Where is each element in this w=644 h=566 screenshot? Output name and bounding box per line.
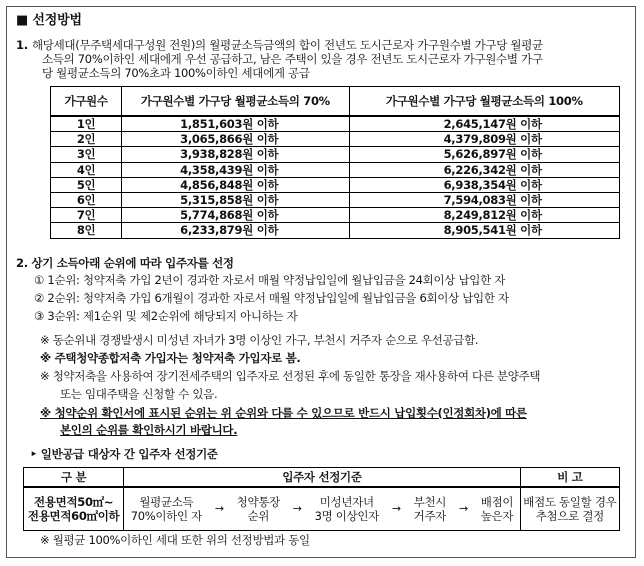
table-row — [51, 208, 620, 223]
note-confirm-line2: 본인의 순위를 확인하시기 바랍니다. — [60, 423, 238, 437]
table-row — [24, 487, 620, 531]
arrow-icon: → — [292, 502, 302, 515]
step-residency: 부천시 거주자 — [413, 495, 447, 523]
criteria-header — [24, 468, 620, 488]
household-size-cell: 7인 — [51, 208, 122, 223]
item2-title: 2. 상기 소득아래 순위에 따라 입주자를 선정 — [16, 256, 234, 270]
household-size-cell: 1인 — [51, 116, 122, 132]
step-income: 월평균소득 70%이하인 자 — [130, 495, 202, 523]
income-table — [50, 86, 620, 239]
rank-2: ② 2순위: 청약저축 가입 6개월이 경과한 자로서 매월 약정납입일에 월납입금을 6회이상 납입한 자 — [34, 291, 509, 305]
income-100-cell: 6,226,342원 이하 — [349, 162, 619, 177]
income-100-cell: 8,905,541원 이하 — [349, 223, 619, 238]
rank-1: ① 1순위: 청약저축 가입 2년이 경과한 자로서 매월 약정납입일에 월납입금을 24회이상 납입한 자 — [34, 273, 506, 287]
note-reuse-line1: ※ 청약저축을 사용하여 장기전세주택의 입주자로 선정된 후에 동일한 통장을 재사용하여 다른 분양주택 — [40, 369, 541, 383]
arrow-icon: → — [391, 502, 401, 515]
header-category: 구 분 — [24, 468, 124, 488]
note-confirm-line1: ※ 청약순위 확인서에 표시된 순위는 위 순위와 다를 수 있으므로 반드시 납입횟수(인정회차)에 따른 — [40, 406, 527, 420]
income-70-cell: 4,856,848원 이하 — [122, 177, 349, 192]
household-size-cell: 4인 — [51, 162, 122, 177]
note-combined-savings: ※ 주택청약종합저축 가입자는 청약저축 가입자로 봄. — [40, 351, 301, 365]
household-size-cell: 5인 — [51, 177, 122, 192]
general-supply-title: ‣ 일반공급 대상자 간 입주자 선정기준 — [30, 447, 218, 461]
selection-criteria-table — [23, 467, 620, 531]
income-100-cell: 6,938,354원 이하 — [349, 177, 619, 192]
income-100-cell: 8,249,812원 이하 — [349, 208, 619, 223]
section-title: ■ 선정방법 — [16, 13, 82, 28]
note-reuse-line2: 또는 임대주택을 신청할 수 있음. — [60, 387, 218, 401]
income-100-cell: 2,645,147원 이하 — [349, 116, 619, 132]
header-criteria: 입주자 선정기준 — [124, 468, 520, 488]
household-size-cell: 2인 — [51, 132, 122, 147]
arrow-icon: → — [214, 502, 224, 515]
table-row — [51, 223, 620, 238]
household-size-cell: 8인 — [51, 223, 122, 238]
table-row — [51, 116, 620, 132]
item1-line1: 해당세대(무주택세대구성원 전원)의 월평균소득금액의 합이 전년도 도시근로자 가구원수별 가구당 월평균 — [32, 38, 543, 52]
header-remarks: 비 고 — [520, 468, 619, 488]
category-line1: 전용면적50㎡~ — [34, 495, 114, 509]
table-row — [51, 162, 620, 177]
criteria-flow-cell — [124, 487, 520, 531]
item1-line3: 당 월평균소득의 70%초과 100%이하인 세대에게 공급 — [42, 66, 310, 80]
header-70-percent: 가구원수별 가구당 월평균소득의 70% — [122, 87, 349, 117]
income-70-cell: 3,938,828원 이하 — [122, 147, 349, 162]
income-100-cell: 4,379,809원 이하 — [349, 132, 619, 147]
category-line2: 전용면적60㎡이하 — [27, 509, 120, 523]
income-100-cell: 7,594,083원 이하 — [349, 192, 619, 207]
table-row — [51, 177, 620, 192]
criteria-flow — [124, 488, 519, 530]
step-score: 배점이 높은자 — [480, 495, 514, 523]
income-100-cell: 5,626,897원 이하 — [349, 147, 619, 162]
table-row — [51, 192, 620, 207]
rank-3: ③ 3순위: 제1순위 및 제2순위에 해당되지 아니하는 자 — [34, 309, 298, 323]
income-70-cell: 4,358,439원 이하 — [122, 162, 349, 177]
remark-line1: 배점도 동일할 경우 — [523, 495, 617, 509]
table-row — [51, 132, 620, 147]
income-70-cell: 3,065,866원 이하 — [122, 132, 349, 147]
income-70-cell: 5,315,858원 이하 — [122, 192, 349, 207]
remark-line2: 추첨으로 결정 — [535, 509, 604, 523]
household-size-cell: 6인 — [51, 192, 122, 207]
step-minor-children: 미성년자녀 3명 이상인자 — [314, 495, 379, 523]
header-100-percent: 가구원수별 가구당 월평균소득의 100% — [349, 87, 619, 117]
item1-line2: 소득의 70%이하인 세대에게 우선 공급하고, 남은 주택이 있을 경우 전년도 도시근로자 가구원수별 가구 — [42, 52, 543, 66]
household-size-cell: 3인 — [51, 147, 122, 162]
category-cell — [24, 487, 124, 531]
table-row — [51, 147, 620, 162]
arrow-icon: → — [458, 502, 468, 515]
item1-number: 1. — [16, 38, 28, 52]
income-70-cell: 5,774,868원 이하 — [122, 208, 349, 223]
footer-note: ※ 월평균 100%이하인 세대 또한 위의 선정방법과 동일 — [40, 533, 310, 547]
income-table-header — [51, 87, 620, 117]
remarks-cell — [520, 487, 619, 531]
note-tiebreak: ※ 동순위내 경쟁발생시 미성년 자녀가 3명 이상인 가구, 부천시 거주자 순으로 우선공급함. — [40, 333, 479, 347]
header-household-size: 가구원수 — [51, 87, 122, 117]
income-70-cell: 1,851,603원 이하 — [122, 116, 349, 132]
income-70-cell: 6,233,879원 이하 — [122, 223, 349, 238]
step-account-rank: 청약통장 순위 — [236, 495, 280, 523]
